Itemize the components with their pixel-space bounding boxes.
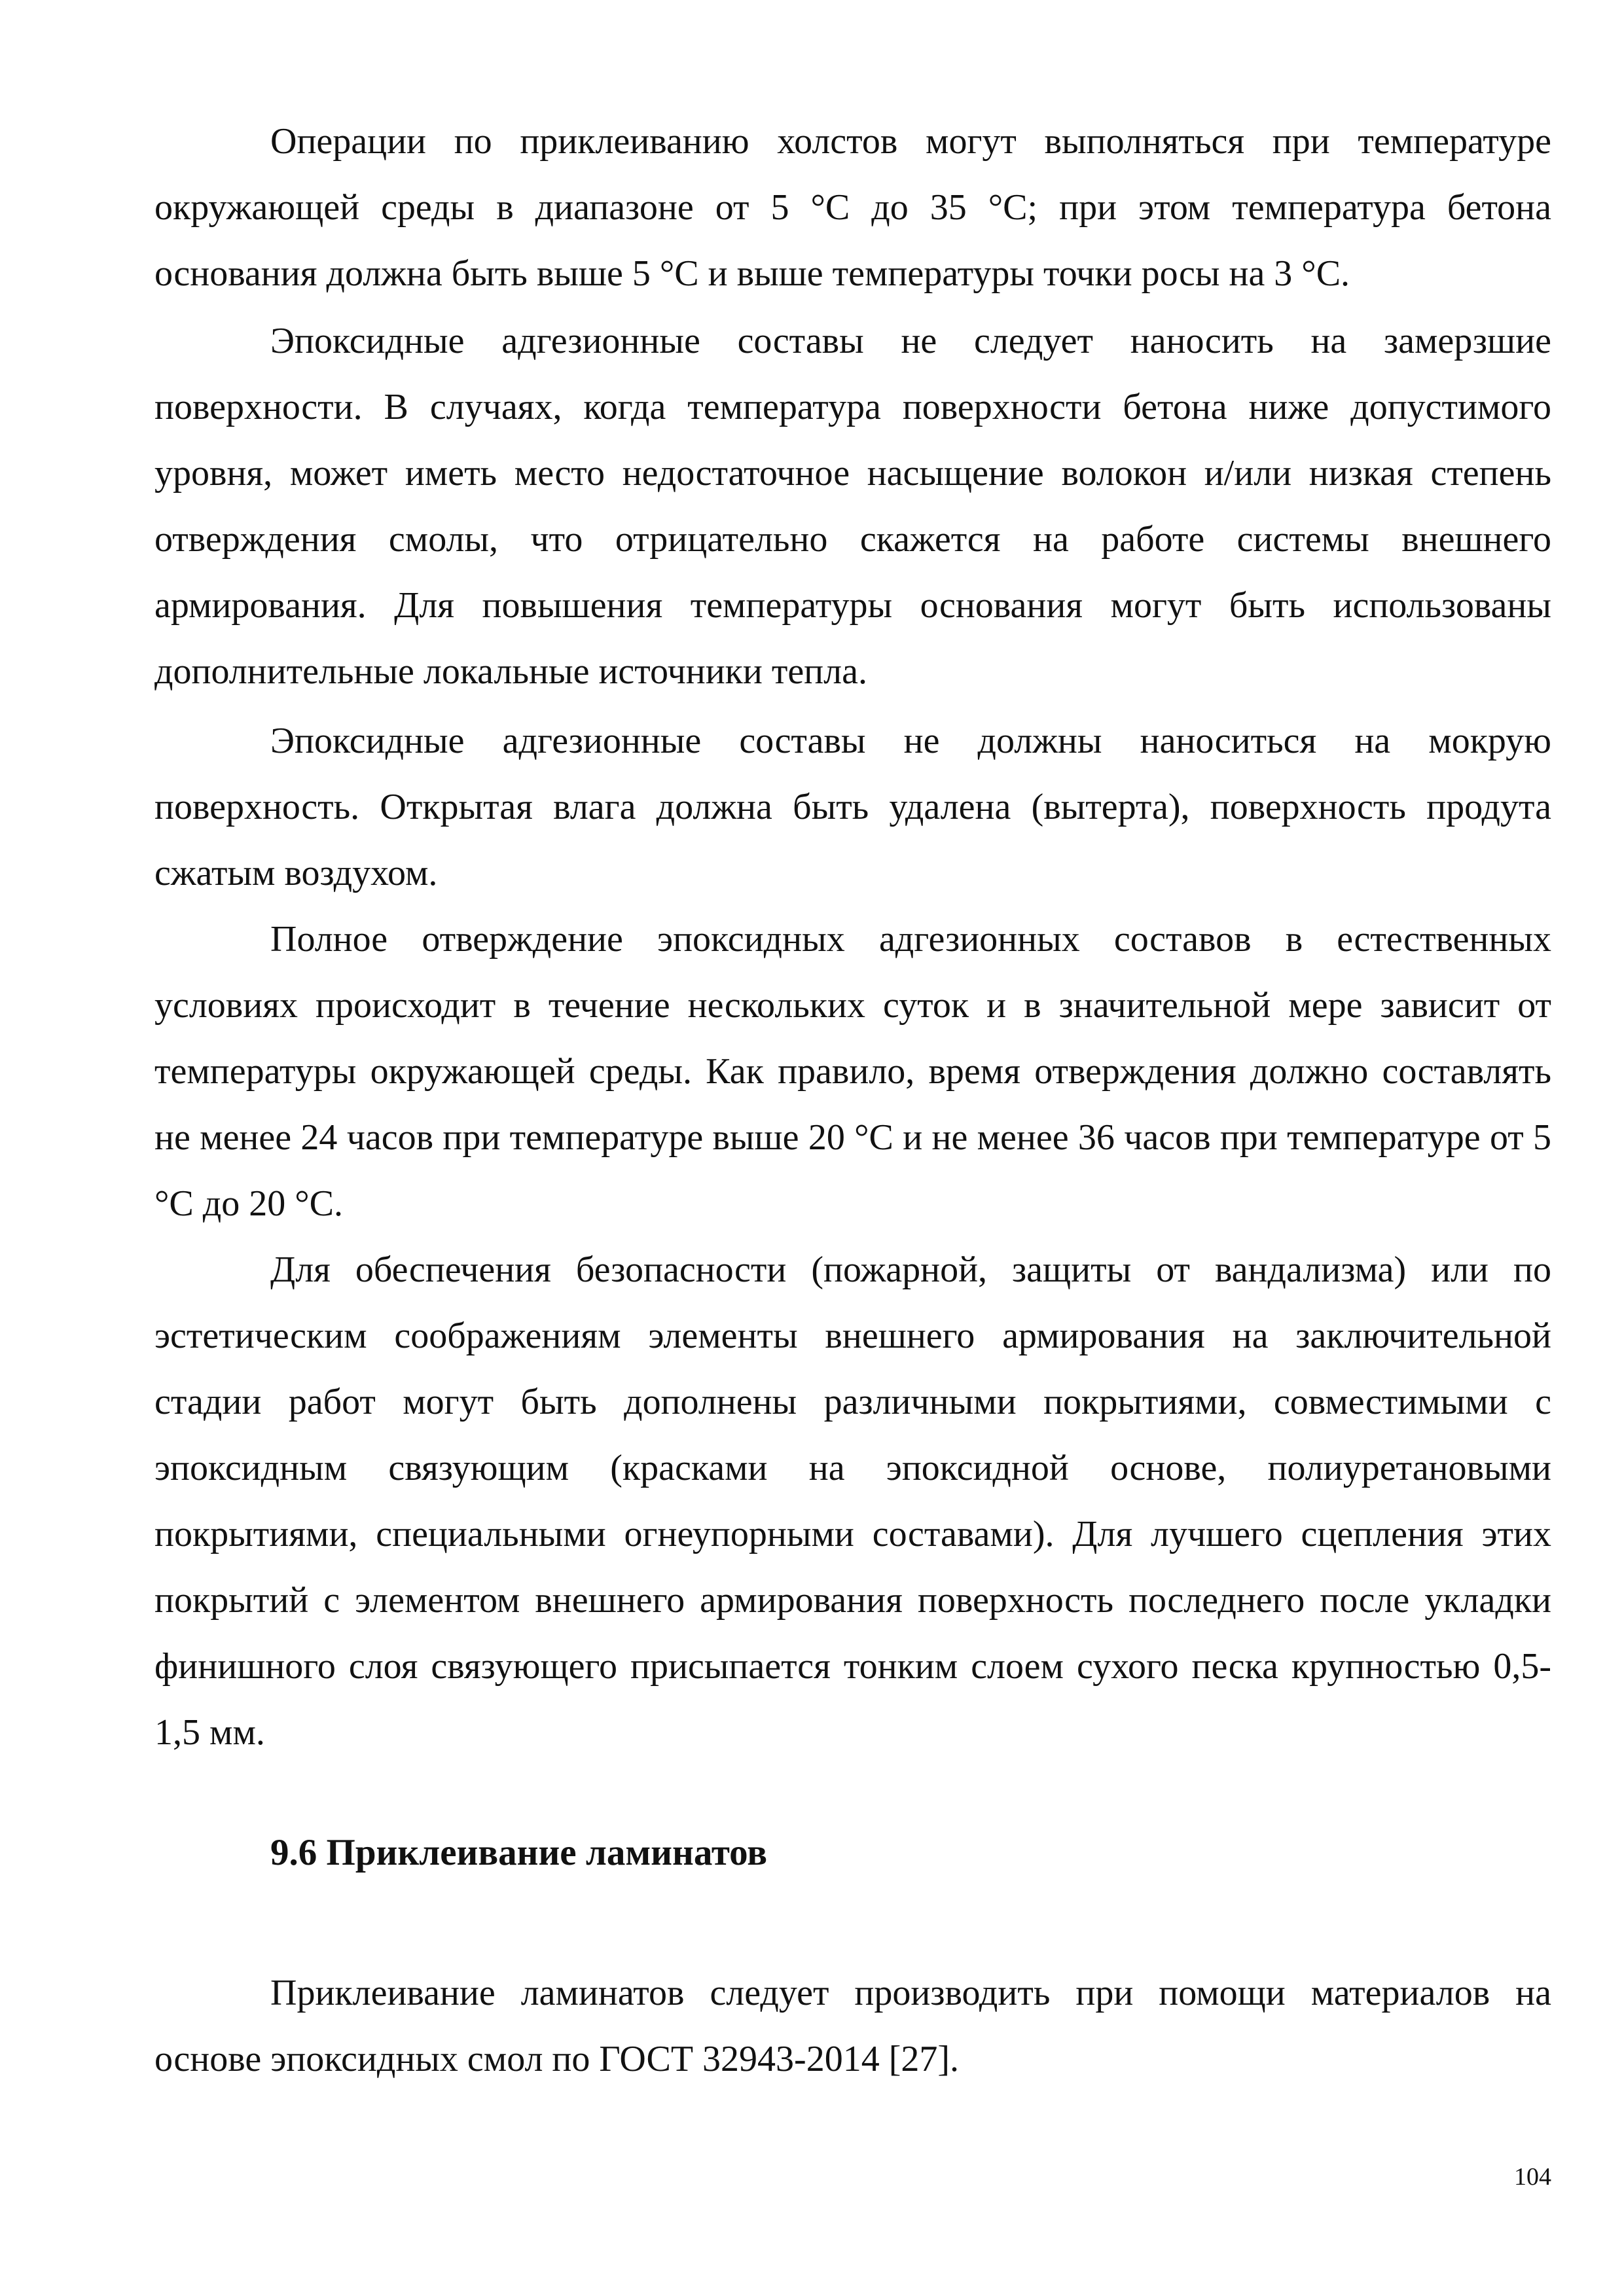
paragraph-application-temperature: Операции по приклеиванию холстов могут выполняться при температуре окружающей среды в диапазоне от 5 °С до 35 °С; при этом температура бетона основания должна быть выше 5 °С и выше температуры точки росы на 3 °С.	[154, 121, 1551, 294]
paragraph-curing-time: Полное отверждение эпоксидных адгезионных составов в естественных условиях происходит в течение нескольких суток и в значительной мере зависит от температуры окружающей среды. Как правило, время отверждения должно составлять не менее 24 часов при температуре выше 20 °С и не менее 36 часов при температуре от 5 °С до 20 °С.	[154, 919, 1551, 1224]
page-number: 104	[1514, 2163, 1551, 2191]
text-block	[154, 708, 1551, 906]
paragraph-protective-coatings: Для обеспечения безопасности (пожарной, защиты от вандализма) или по эстетическим соображениям элементы внешнего армирования на заключительной стадии работ могут быть дополнены различными покрытиями, совместимыми с эпоксидным связующим (красками на эпоксидной основе, полиуретановыми покрытиями, специальными огнеупорными составами). Для лучшего сцепления этих покрытий с элементом внешнего армирования поверхность последнего после укладки финишного слоя связующего присыпается тонким слоем сухого песка крупностью 0,5-1,5 мм.	[154, 1249, 1551, 1753]
section-heading: 9.6 Приклеивание ламинатов	[270, 1832, 767, 1873]
text-block	[154, 1237, 1551, 1766]
text-block	[154, 308, 1551, 705]
text-block	[154, 1960, 1551, 2092]
text-block	[154, 906, 1551, 1237]
text-block	[154, 109, 1551, 307]
paragraph-wet-surfaces: Эпоксидные адгезионные составы не должны наноситься на мокрую поверхность. Открытая влага должна быть удалена (вытерта), поверхность продута сжатым воздухом.	[154, 721, 1551, 893]
paragraph-frozen-surfaces: Эпоксидные адгезионные составы не следует наносить на замерзшие поверхности. В случаях, когда температура поверхности бетона ниже допустимого уровня, может иметь место недостаточное насыщение волокон и/или низкая степень отверждения смолы, что отрицательно скажется на работе системы внешнего армирования. Для повышения температуры основания могут быть использованы дополнительные локальные источники тепла.	[154, 321, 1551, 692]
paragraph-laminate-bonding: Приклеивание ламинатов следует производить при помощи материалов на основе эпоксидных смол по ГОСТ 32943-2014 [27].	[154, 1973, 1551, 2079]
